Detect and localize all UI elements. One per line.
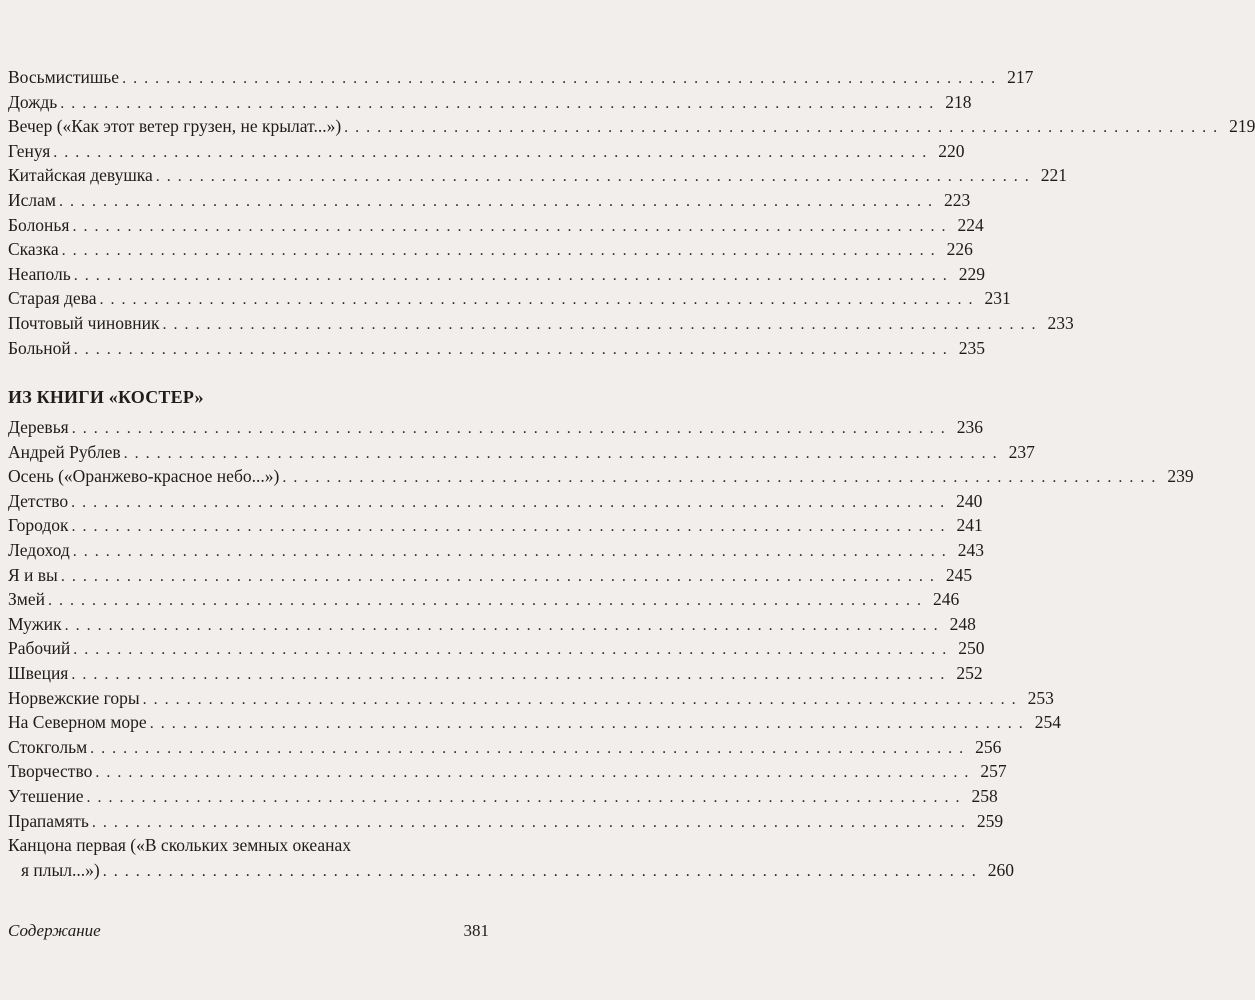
toc-list [8,415,1194,884]
toc-entry-page: 220 [938,140,965,161]
toc-entry [8,612,976,637]
toc-entry-title: Китайская девушка [8,165,153,186]
toc-entry-page: 252 [956,662,983,683]
toc-entry-page: 239 [1167,466,1194,487]
dot-leader: ................................................................................ [58,192,939,210]
toc-entry [8,415,983,440]
toc-entry [8,464,1194,489]
toc-entry-wrapped [8,833,1014,884]
toc-entry-page: 248 [949,613,976,634]
dot-leader: ................................................................................ [86,788,967,806]
toc-entry [8,440,1035,465]
dot-leader: ................................................................................ [149,715,1030,733]
dot-leader: ................................................................................ [162,315,1043,333]
toc-entry [8,809,1004,834]
toc-entry [8,286,1011,311]
dot-leader: ................................................................................ [61,242,942,260]
dot-leader: ................................................................................ [73,340,954,358]
toc-entry-title: Змей [8,589,45,610]
toc-entry-page: 224 [957,214,984,235]
dot-leader: ................................................................................ [72,217,953,235]
toc-entry-page: 237 [1008,441,1035,462]
page-footer [8,920,489,942]
toc-entry-title: Восьмистишье [8,67,120,87]
toc-entry [8,489,983,514]
toc-entry [8,311,1074,336]
toc-entry-page: 240 [956,490,983,511]
toc-entry-title-line1: Канцона первая («В скольких земных океанах [8,835,351,856]
toc-entry-title: Городок [8,515,69,536]
toc-entry-page: 217 [1007,67,1034,87]
toc-entry-title: Я и вы [8,564,58,585]
toc-entry-title: Прапамять [8,810,89,831]
toc-entry-page: 233 [1047,312,1074,333]
dot-leader: ................................................................................ [71,518,952,536]
dot-leader: ................................................................................ [155,168,1036,186]
toc-entry-title: Творчество [8,761,93,782]
toc-entry-page: 226 [946,239,973,260]
toc-entry-title: Ледоход [8,539,70,560]
dot-leader: ................................................................................ [123,444,1004,462]
toc-entry-title: Генуя [8,140,51,161]
toc-entry-title: Почтовый чиновник [8,312,160,333]
toc-entry-title: Норвежские горы [8,687,140,708]
dot-leader: ................................................................................ [71,665,952,683]
toc-entry-page: 250 [958,638,985,659]
toc-entry [8,213,984,238]
toc-entry-title: Осень («Оранжево-красное небо...») [8,466,280,487]
toc-entry-title: Андрей Рублев [8,441,121,462]
toc-entry-title-line2-row [8,858,1014,885]
toc-entry-page: 254 [1034,712,1061,733]
dot-leader: ................................................................................ [90,739,971,757]
toc-entry-title: Дождь [8,91,58,112]
toc-entry-title: Рабочий [8,638,71,659]
dot-leader: ................................................................................ [47,592,928,610]
dot-leader: ................................................................................ [73,641,954,659]
toc-entry-page: 236 [956,417,983,437]
toc-entry-title: Стокгольм [8,736,88,757]
toc-list [8,65,1255,360]
toc-entry [8,163,1068,188]
toc-entry-page: 257 [980,761,1007,782]
toc-entry [8,237,973,262]
toc-entry-page: 258 [971,785,998,806]
toc-entry-page: 221 [1040,165,1068,186]
dot-leader: ................................................................................ [344,119,1225,137]
section-heading: ИЗ КНИГИ «КОСТЕР» [8,387,204,407]
toc-entry-title: На Северном море [8,712,147,733]
toc-entry-title: Швеция [8,662,69,683]
page-number: 381 [463,921,489,940]
toc-entry-page: 259 [976,810,1004,831]
toc-entry [8,759,1007,784]
toc-entry-page: 223 [943,189,971,210]
toc-entry-title: Детство [8,490,69,511]
toc-entry-page: 235 [958,337,986,358]
toc-entry-title: Сказка [8,239,59,260]
dot-leader: ................................................................................ [71,493,952,511]
toc-entry [8,710,1061,735]
toc-entry-title: Ислам [8,189,56,210]
dot-leader: ................................................................................ [64,616,945,634]
toc-entry [8,65,1034,90]
toc-entry-title: Утешение [8,785,84,806]
toc-entry-page: 246 [932,589,960,610]
toc-entry-page: 253 [1027,687,1054,708]
toc-entry [8,661,983,686]
dot-leader: ................................................................................ [122,70,1003,87]
dot-leader: ................................................................................ [73,266,954,284]
toc-entry [8,784,998,809]
toc-entry-page: 243 [957,539,984,560]
toc-entry-title: Неаполь [8,263,71,284]
toc-entry-title: Старая дева [8,288,97,309]
dot-leader: ................................................................................ [53,143,934,161]
toc-entry [8,188,971,213]
dot-leader: ................................................................................ [71,420,952,437]
dot-leader: ................................................................................ [91,813,972,831]
dot-leader: ................................................................................ [72,542,953,560]
toc-entry [8,114,1255,139]
toc-entry-page: 219 [1229,116,1255,137]
toc-entry-title: Больной [8,337,71,358]
toc-entry [8,90,972,115]
toc-entry [8,636,985,661]
running-title: Содержание [8,921,101,940]
toc-entry-title-line2: я плыл...») [21,859,100,880]
toc-entry-title: Мужик [8,613,62,634]
dot-leader: ................................................................................ [142,690,1023,708]
toc-entry [8,587,960,612]
toc-entry [8,735,1002,760]
toc-entry-title: Вечер («Как этот ветер грузен, не крылат...») [8,116,342,137]
toc-entry-page: 256 [975,736,1002,757]
toc-entry-page: 229 [958,263,986,284]
toc-entry-page: 241 [956,515,983,536]
toc-entry [8,336,986,361]
dot-leader: ................................................................................ [60,94,941,112]
dot-leader: ................................................................................ [99,291,980,309]
toc-entry-page: 218 [945,91,972,112]
toc-entry [8,139,965,164]
toc-entry [8,513,983,538]
toc-entry [8,686,1054,711]
toc-entry [8,262,986,287]
toc-entry [8,538,984,563]
toc-entry-page: 231 [984,288,1011,309]
dot-leader: ................................................................................ [102,862,983,880]
dot-leader: ................................................................................ [282,469,1163,487]
toc-entry-page: 260 [987,859,1014,880]
toc-entry [8,563,973,588]
dot-leader: ................................................................................ [95,764,976,782]
toc-entry-title: Болонья [8,214,70,235]
dot-leader: ................................................................................ [60,567,941,585]
toc-entry-page: 245 [945,564,973,585]
toc-entry-title: Деревья [8,417,69,437]
